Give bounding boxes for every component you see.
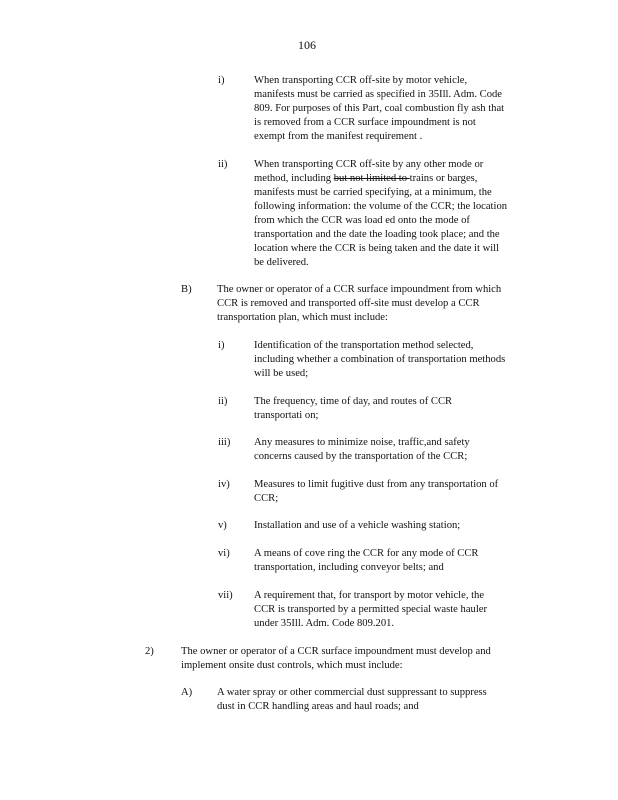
- plan-item: [254, 339, 534, 381]
- plan-item: [254, 589, 536, 631]
- text-line: manifests must be carried specifying, at a minimum, the: [254, 187, 492, 198]
- text-line: A water spray or other commercial dust suppressant to suppress: [217, 687, 487, 698]
- paragraph-water-spray: [217, 686, 539, 714]
- text-line: transportation plan, which must include:: [217, 312, 388, 323]
- list-marker: B): [181, 284, 192, 295]
- text-line: transportati on;: [254, 410, 319, 421]
- list-marker: A): [181, 687, 193, 698]
- paragraph-transportation-plan: [217, 283, 537, 325]
- text-line: will be used;: [254, 368, 309, 379]
- list-marker: vi): [218, 548, 230, 559]
- list-marker: iv): [218, 479, 230, 490]
- paragraph-dust-controls: [181, 645, 541, 673]
- text-line: location where the CCR is being taken and the date it will: [254, 243, 500, 254]
- paragraph-manifest-motor-vehicle: [254, 74, 532, 144]
- text-line: When transporting CCR off-site by motor vehicle,: [254, 75, 468, 86]
- text-line: Any measures to minimize noise, traffic,and safety: [254, 437, 470, 448]
- text-line: under 35Ill. Adm. Code 809.201.: [254, 618, 395, 629]
- text-line: The frequency, time of day, and routes of CCR: [254, 396, 453, 407]
- plan-item: [254, 519, 534, 533]
- text-line: [254, 172, 534, 186]
- text-line: The owner or operator of a CCR surface impoundment from which: [217, 284, 502, 295]
- struck-text: but not limited to: [333, 173, 410, 184]
- plan-item: [254, 478, 532, 506]
- text-line: is removed from a CCR surface impoundment is not: [254, 117, 476, 128]
- list-marker: vii): [218, 590, 233, 601]
- text-line: concerns caused by the transportation of the CCR;: [254, 451, 468, 462]
- text-fragment: method, including: [254, 173, 334, 184]
- text-line: A means of cove ring the CCR for any mode of CCR: [254, 548, 479, 559]
- text-line: CCR is transported by a permitted special waste hauler: [254, 604, 488, 615]
- text-fragment: trains or barges,: [409, 173, 478, 184]
- text-line: manifests must be carried as specified in 35Ill. Adm. Code: [254, 89, 503, 100]
- text-line: exempt from the manifest requirement .: [254, 131, 423, 142]
- text-line: When transporting CCR off-site by any other mode or: [254, 159, 484, 170]
- list-marker: i): [218, 340, 225, 351]
- text-line: 809. For purposes of this Part, coal combustion fly ash that: [254, 103, 505, 114]
- paragraph-manifest-other-mode: [254, 158, 534, 270]
- text-line: be delivered.: [254, 257, 309, 268]
- text-line: implement onsite dust controls, which must include:: [181, 660, 403, 671]
- text-line: Measures to limit fugitive dust from any transportation of: [254, 479, 499, 490]
- text-line: The owner or operator of a CCR surface impoundment must develop and: [181, 646, 491, 657]
- page-number: 106: [298, 38, 316, 52]
- list-marker: iii): [218, 437, 231, 448]
- plan-item: [254, 547, 534, 575]
- text-line: CCR;: [254, 493, 279, 504]
- text-line: following information: the volume of the CCR; the location: [254, 201, 508, 212]
- list-marker: ii): [218, 159, 228, 170]
- list-marker: ii): [218, 396, 228, 407]
- plan-item: [254, 395, 534, 423]
- list-marker: v): [218, 520, 227, 531]
- text-line: CCR is removed and transported off-site must develop a CCR: [217, 298, 480, 309]
- text-line: including whether a combination of transportation methods: [254, 354, 506, 365]
- text-line: transportation and the date the loading took place; and the: [254, 229, 500, 240]
- text-line: A requirement that, for transport by motor vehicle, the: [254, 590, 485, 601]
- plan-item: [254, 436, 534, 464]
- list-marker: i): [218, 75, 225, 86]
- text-line: from which the CCR was load ed onto the mode of: [254, 215, 470, 226]
- text-line: transportation, including conveyor belts; and: [254, 562, 444, 573]
- list-marker: 2): [145, 646, 154, 657]
- text-line: Installation and use of a vehicle washing station;: [254, 520, 461, 531]
- text-line: Identification of the transportation method selected,: [254, 340, 474, 351]
- text-line: dust in CCR handling areas and haul roads; and: [217, 701, 419, 712]
